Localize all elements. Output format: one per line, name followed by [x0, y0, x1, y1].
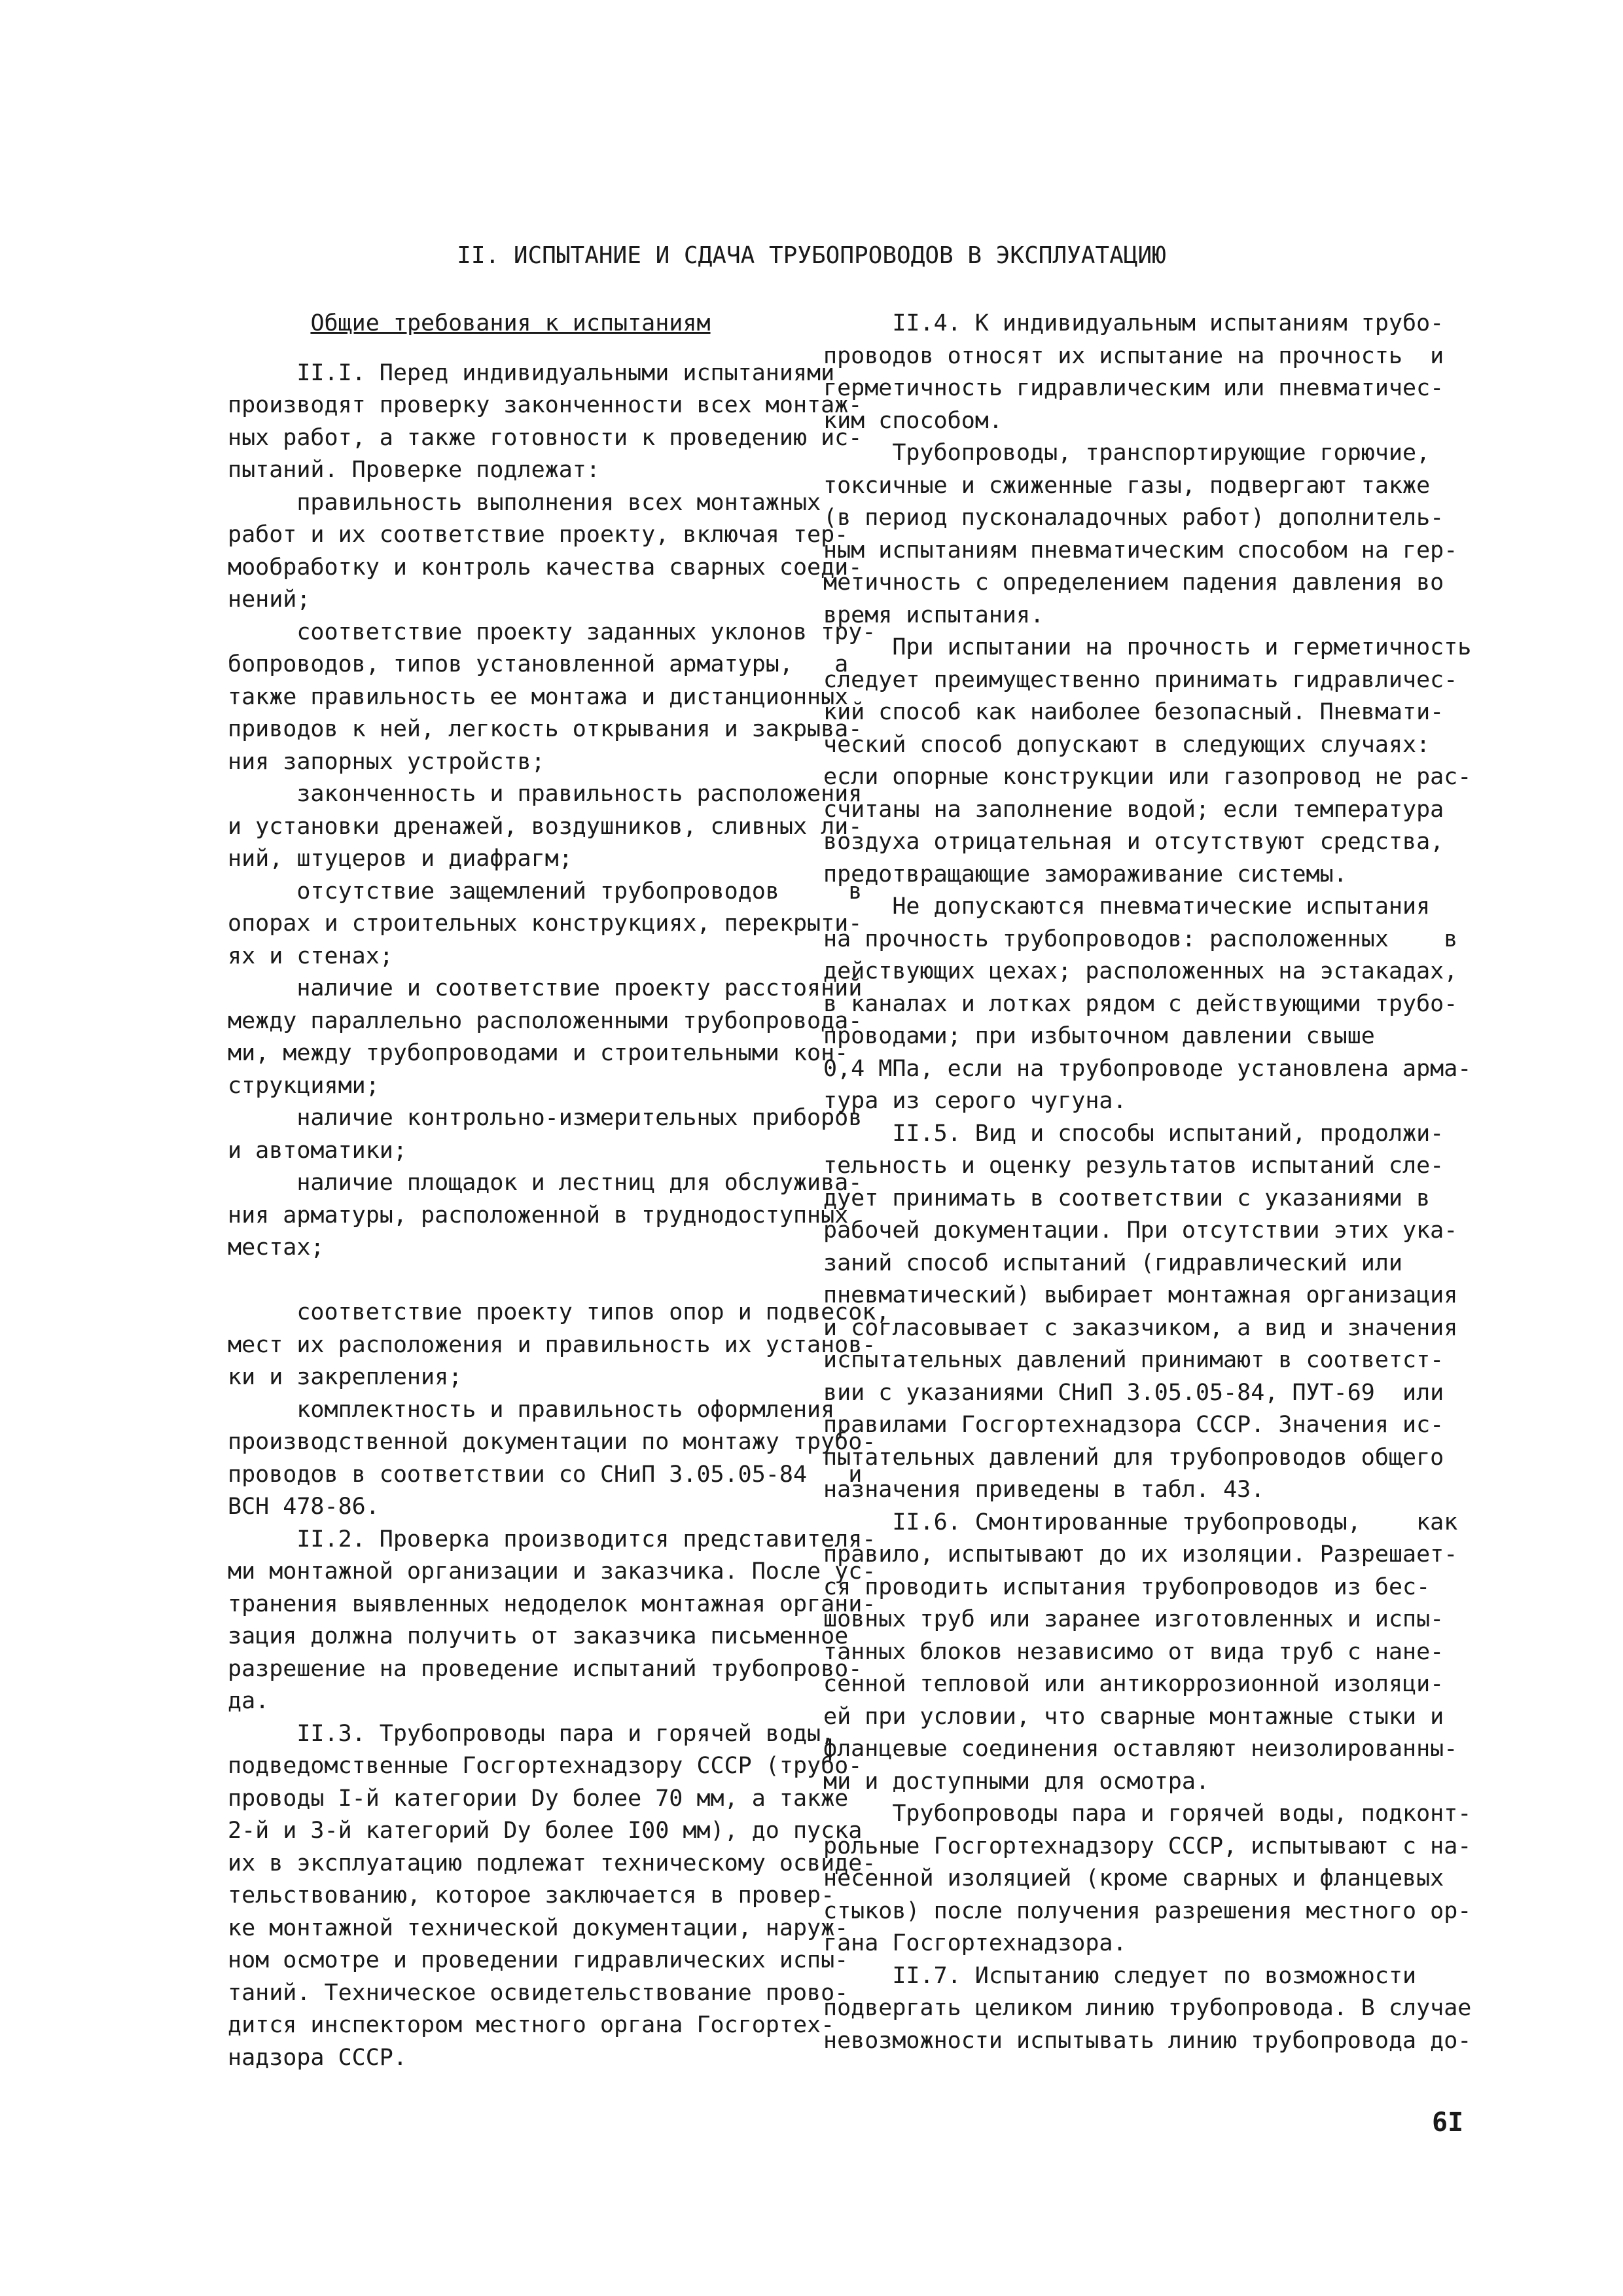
text-line: ей при условии, что сварные монтажные стыки и	[823, 1703, 1444, 1730]
text-line: ным испытаниям пневматическим способом на гер-	[823, 537, 1458, 564]
text-line: правило, испытывают до их изоляции. Разрешает-	[823, 1541, 1458, 1568]
text-line: таний. Техническое освидетельствование прово-	[228, 1979, 849, 2006]
text-line: местах;	[228, 1234, 325, 1261]
text-line: пытаний. Проверке подлежат:	[228, 457, 600, 483]
text-line: невозможности испытывать линию трубопровода до-	[823, 2027, 1472, 2054]
text-line: шовных труб или заранее изготовленных и испы-	[823, 1606, 1444, 1632]
text-line: нений;	[228, 586, 311, 613]
text-line: струкциями;	[228, 1072, 380, 1099]
text-line: соответствие проекту типов опор и подвесок,	[228, 1299, 890, 1325]
text-line: производственной документации по монтажу трубо-	[228, 1429, 876, 1455]
text-line: проводов относят их испытание на прочность и	[823, 342, 1444, 369]
text-line: ческий способ допускают в следующих случаях:	[823, 731, 1431, 758]
text-line: проводы I-й категории Dу более 70 мм, а также	[228, 1785, 849, 1812]
right-column	[823, 308, 1472, 2057]
text-line: также правильность ее монтажа и дистанционных	[228, 683, 849, 710]
text-line: в каналах и лотках рядом с действующими трубо-	[823, 990, 1458, 1017]
text-line: подвергать целиком линию трубопровода. В случае	[823, 1995, 1472, 2021]
text-line: опорах и строительных конструкциях, перекрыти-	[228, 910, 863, 937]
text-line: ях и стенах;	[228, 942, 393, 969]
text-line: ке монтажной технической документации, наруж-	[228, 1914, 849, 1941]
text-line: II.5. Вид и способы испытаний, продолжи-	[823, 1120, 1444, 1147]
subsection-heading: Общие требования к испытаниям	[310, 310, 711, 336]
text-line: назначения приведены в табл. 43.	[823, 1477, 1265, 1503]
section-title: II. ИСПЫТАНИЕ И СДАЧА ТРУБОПРОВОДОВ В ЭКСПЛУАТАЦИЮ	[457, 242, 1166, 269]
text-line: ки и закрепления;	[228, 1364, 463, 1390]
text-line: (в период пусконаладочных работ) дополнитель-	[823, 505, 1444, 531]
text-line: ми и доступными для осмотра.	[823, 1768, 1210, 1795]
text-line: мообработку и контроль качества сварных соеди-	[228, 554, 863, 581]
text-line: время испытания.	[823, 601, 1044, 628]
text-line: ний, штуцеров и диафрагм;	[228, 846, 573, 872]
text-line: испытательных давлений принимают в соответст-	[823, 1347, 1444, 1373]
text-line: отсутствие защемлений трубопроводов в	[228, 878, 863, 905]
text-line: правилами Госгортехнадзора СССР. Значения ис-	[823, 1412, 1444, 1438]
text-line: герметичность гидравлическим или пневматичес-	[823, 375, 1444, 401]
text-line: приводов к ней, легкость открывания и закрыва-	[228, 716, 863, 742]
text-line: ВСН 478-86.	[228, 1494, 380, 1520]
text-line: ми, между трубопроводами и строительными кон-	[228, 1040, 849, 1066]
text-line: Трубопроводы, транспортирующие горючие,	[823, 440, 1431, 466]
text-line: работ и их соответствие проекту, включая тер-	[228, 522, 849, 548]
text-line: производят проверку законченности всех монтаж-	[228, 392, 863, 418]
text-line: несенной изоляцией (кроме сварных и фланцевых	[823, 1865, 1444, 1892]
text-line: надзора СССР.	[228, 2044, 407, 2071]
text-line: зация должна получить от заказчика письменное	[228, 1623, 849, 1649]
text-line: II.3. Трубопроводы пара и горячей воды,	[228, 1720, 835, 1747]
text-line: II.I. Перед индивидуальными испытаниями	[228, 359, 835, 386]
text-line: гана Госгортехнадзора.	[823, 1930, 1127, 1956]
text-line: воздуха отрицательная и отсутствуют средства,	[823, 829, 1444, 855]
text-line: вии с указаниями СНиП 3.05.05-84, ПУТ-69 или	[823, 1379, 1444, 1406]
text-line: Не допускаются пневматические испытания	[823, 893, 1431, 920]
text-line: II.6. Смонтированные трубопроводы, как	[823, 1509, 1458, 1535]
text-line: и автоматики;	[228, 1137, 407, 1164]
text-line: II.4. К индивидуальным испытаниям трубо-	[823, 310, 1444, 336]
text-line: токсичные и сжиженные газы, подвергают также	[823, 472, 1431, 499]
text-line: рабочей документации. При отсутствии этих ука-	[823, 1217, 1458, 1244]
text-line: предотвращающие замораживание системы.	[823, 861, 1347, 888]
text-line: пытательных давлений для трубопроводов общего	[823, 1444, 1444, 1471]
text-line: ми монтажной организации и заказчика. После ус-	[228, 1558, 876, 1585]
text-line: комплектность и правильность оформления	[228, 1396, 835, 1423]
text-line: правильность выполнения всех монтажных	[228, 489, 821, 516]
text-line: сенной тепловой или антикоррозионной изоляци-	[823, 1671, 1444, 1697]
text-line: действующих цехах; расположенных на эстакадах,	[823, 958, 1458, 984]
left-column	[228, 308, 890, 2074]
spacer	[228, 340, 797, 357]
text-line: стыков) после получения разрешения местного ор-	[823, 1897, 1472, 1924]
text-line: бопроводов, типов установленной арматуры, а	[228, 651, 849, 677]
text-line: тура из серого чугуна.	[823, 1088, 1127, 1114]
text-line: фланцевые соединения оставляют неизолированны-	[823, 1736, 1458, 1762]
text-line: 0,4 МПа, если на трубопроводе установлена арма-	[823, 1055, 1472, 1082]
text-line: проводов в соответствии со СНиП 3.05.05-84 и	[228, 1461, 863, 1488]
text-line: да.	[228, 1688, 270, 1714]
text-line: ния арматуры, расположенной в труднодоступных	[228, 1202, 849, 1229]
text-line: разрешение на проведение испытаний трубопрово-	[228, 1655, 863, 1682]
text-line: наличие площадок и лестниц для обслужива-	[228, 1170, 863, 1196]
text-line: соответствие проекту заданных уклонов тру-	[228, 619, 876, 645]
text-line: II.7. Испытанию следует по возможности	[823, 1962, 1417, 1989]
text-line: между параллельно расположенными трубопровода-	[228, 1007, 863, 1034]
text-line: При испытании на прочность и герметичность	[823, 634, 1472, 660]
text-line: проводами; при избыточном давлении свыше	[823, 1023, 1375, 1049]
left-text-block	[228, 357, 890, 2075]
text-line: ния запорных устройств;	[228, 748, 545, 775]
text-line	[228, 1265, 797, 1297]
text-line: 2-й и 3-й категорий Dу более I00 мм), до пуска	[228, 1818, 863, 1844]
text-line: наличие контрольно-измерительных приборов	[228, 1105, 863, 1131]
text-line: наличие и соответствие проекту расстояний	[228, 975, 863, 1001]
text-line: ким способом.	[823, 407, 1003, 434]
text-line: считаны на заполнение водой; если температура	[823, 796, 1444, 823]
text-line: транения выявленных недоделок монтажная органи-	[228, 1590, 876, 1617]
text-line: заний способ испытаний (гидравлический или	[823, 1249, 1403, 1276]
text-line: пневматический) выбирает монтажная организация	[823, 1282, 1458, 1308]
text-line: II.2. Проверка производится представителя-	[228, 1526, 876, 1552]
page-number: 6I	[1432, 2108, 1464, 2138]
left-subtitle-line	[228, 308, 797, 340]
text-line: дится инспектором местного органа Госгортех-	[228, 2012, 835, 2038]
text-line: тельность и оценку результатов испытаний сле-	[823, 1153, 1444, 1179]
text-line: ном осмотре и проведении гидравлических испы-	[228, 1947, 849, 1973]
text-line: следует преимущественно принимать гидравличес-	[823, 666, 1458, 693]
text-line: и установки дренажей, воздушников, сливных ли-	[228, 813, 863, 840]
text-line: танных блоков независимо от вида труб с нане-	[823, 1638, 1444, 1665]
text-line: их в эксплуатацию подлежат техническому освиде-	[228, 1850, 876, 1876]
text-line: кий способ как наиболее безопасный. Пневмати-	[823, 699, 1444, 725]
text-line: подведомственные Госгортехнадзору СССР (трубо-	[228, 1753, 863, 1779]
text-line: ся проводить испытания трубопроводов из бес-	[823, 1573, 1431, 1600]
text-line: законченность и правильность расположения	[228, 781, 863, 807]
text-line: Трубопроводы пара и горячей воды, подконт-	[823, 1801, 1472, 1827]
text-line: рольные Госгортехнадзору СССР, испытывают с на-	[823, 1833, 1472, 1859]
text-line: мест их расположения и правильность их установ-	[228, 1331, 876, 1358]
text-line: ных работ, а также готовности к проведению ис-	[228, 424, 863, 451]
text-line: дует принимать в соответствии с указаниями в	[823, 1185, 1431, 1211]
text-line: метичность с определением падения давления во	[823, 569, 1444, 596]
text-line: и согласовывает с заказчиком, а вид и значения	[823, 1314, 1458, 1341]
right-text-block	[823, 308, 1472, 2057]
text-line: тельствованию, которое заключается в провер-	[228, 1882, 835, 1909]
text-line: на прочность трубопроводов: расположенных в	[823, 925, 1458, 952]
text-line: если опорные конструкции или газопровод не рас-	[823, 764, 1472, 790]
